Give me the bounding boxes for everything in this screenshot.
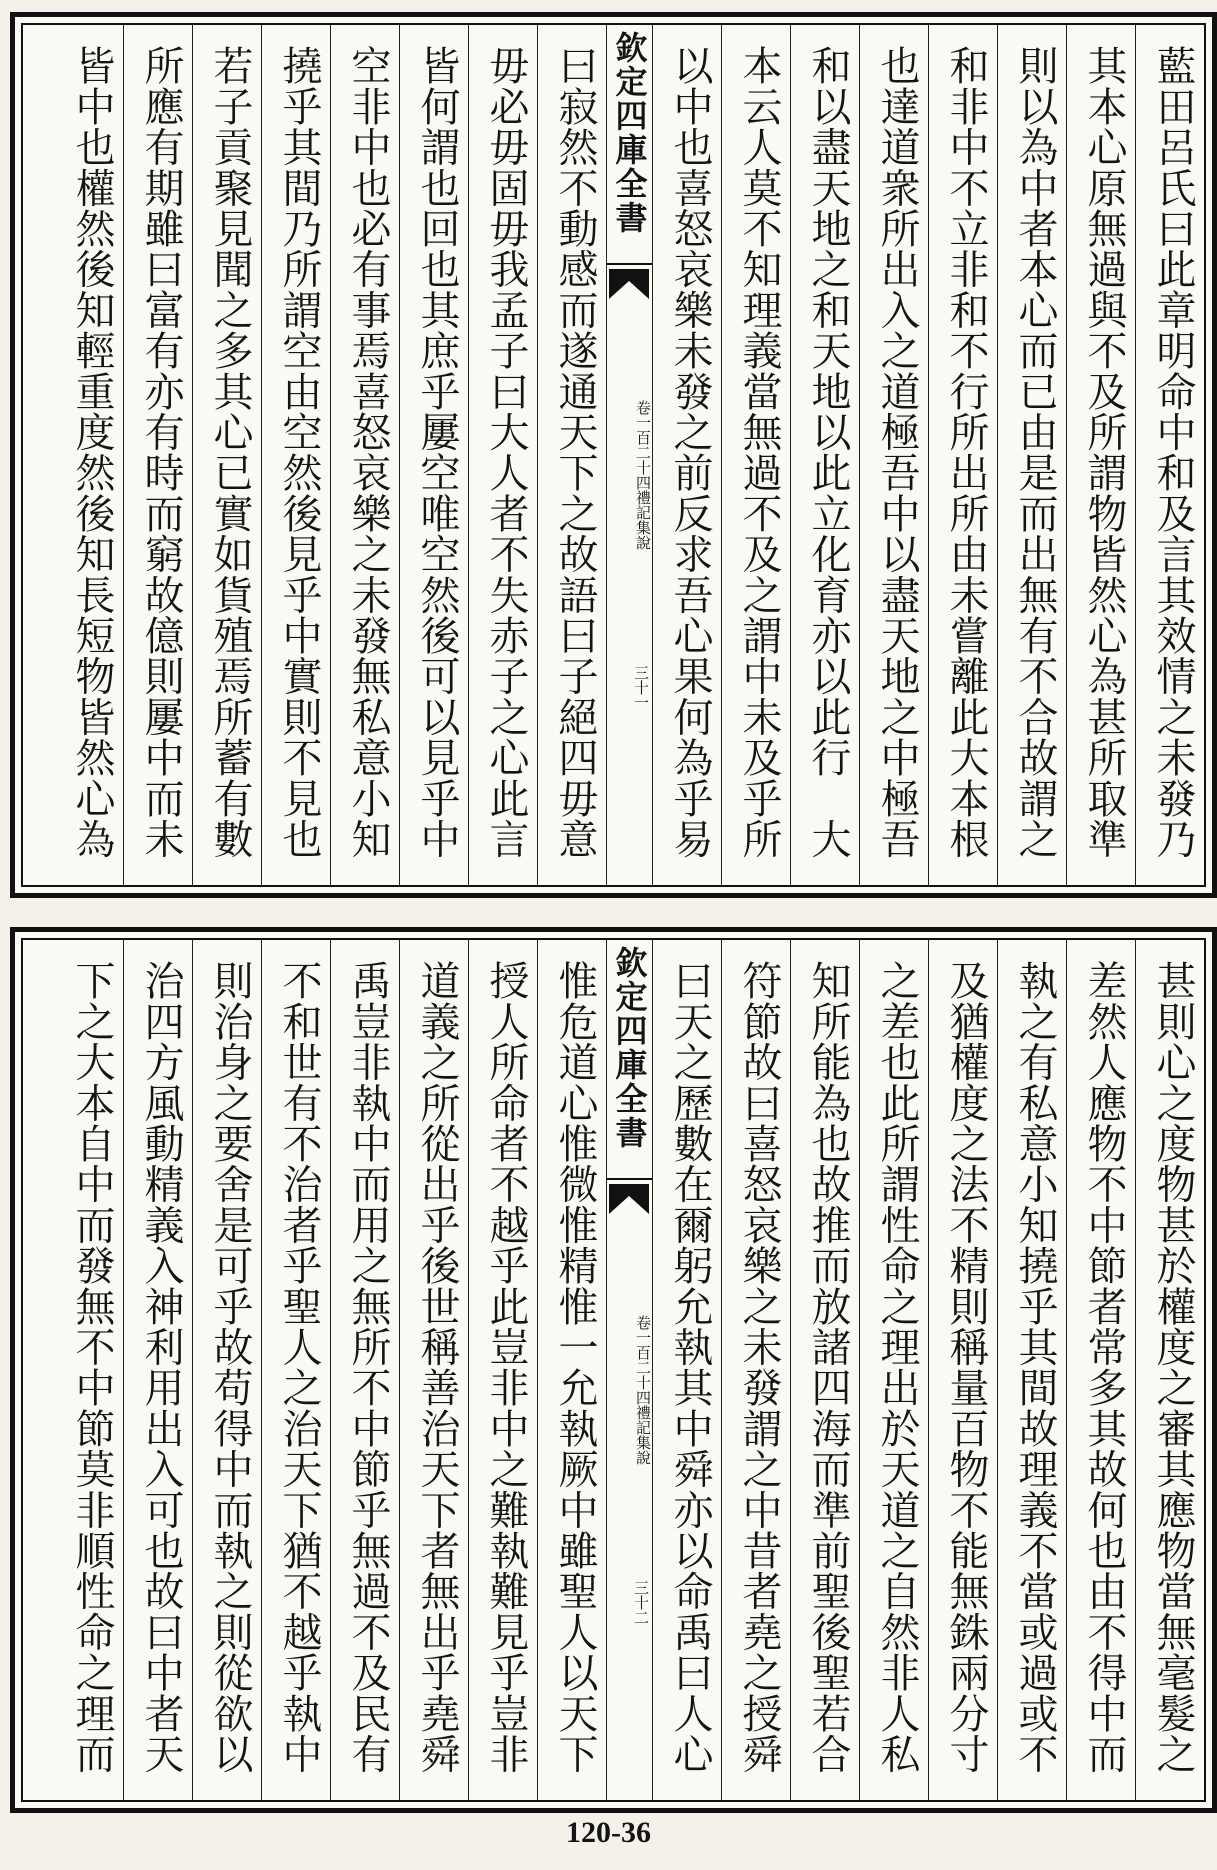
text-column: 則治身之要舍是可乎故苟得中而執之則從欲以 — [192, 940, 261, 1800]
page-leaf-bottom — [10, 927, 1217, 1813]
text-column: 撓乎其間乃所謂空由空然後見乎中實則不見也 — [261, 25, 330, 885]
fish-tail-mark-icon — [609, 269, 649, 299]
text-column: 和以盡天地之和天地以此立化育亦以此行 大 — [790, 25, 859, 885]
book-title: 禮記集說 — [634, 490, 652, 550]
text-column: 皆中也權然後知輕重度然後知長短物皆然心為 — [69, 45, 115, 859]
text-column: 本云人莫不知理義當無過不及之謂中未及乎所 — [721, 25, 790, 885]
text-column: 知所能為也故推而放諸四海而準前聖後聖若合 — [790, 940, 859, 1800]
center-fold — [606, 940, 652, 1800]
leaf-page-number: 三十一 — [632, 665, 650, 710]
text-column: 藍田呂氏曰此章明命中和及言其效情之未發乃 — [1135, 25, 1204, 885]
text-column: 則以為中者本心而已由是而出無有不合故謂之 — [997, 25, 1066, 885]
text-column: 執之有私意小知撓乎其間故理義不當或過或不 — [997, 940, 1066, 1800]
text-column: 曰天之歷數在爾躬允執其中舜亦以命禹曰人心 — [652, 940, 721, 1800]
text-frame — [21, 23, 1206, 887]
text-column: 毋必毋固毋我孟子曰大人者不失赤子之心此言 — [468, 25, 537, 885]
text-column: 之差也此所謂性命之理出於天道之自然非人私 — [859, 940, 928, 1800]
text-column: 禹豈非執中而用之無所不中節乎無過不及民有 — [330, 940, 399, 1800]
text-column: 道義之所從出乎後世稱善治天下者無出乎堯舜 — [399, 940, 468, 1800]
leaf-page-number: 三十二 — [632, 1580, 650, 1625]
text-column: 也達道衆所出入之道極吾中以盡天地之中極吾 — [859, 25, 928, 885]
book-info — [607, 1240, 652, 1540]
volume-label: 卷一百二十四 — [634, 1315, 652, 1405]
text-column: 甚則心之度物甚於權度之審其應物當無毫髮之 — [1135, 940, 1204, 1800]
text-column: 及猶權度之法不精則稱量百物不能無銖兩分寸 — [928, 940, 997, 1800]
text-column: 空非中也必有事焉喜怒哀樂之未發無私意小知 — [330, 25, 399, 885]
text-column: 所應有期雖曰富有亦有時而窮故億則屢中而未 — [123, 25, 192, 885]
text-column: 差然人應物不中節者常多其故何也由不得中而 — [1066, 940, 1135, 1800]
book-title: 禮記集說 — [634, 1405, 652, 1465]
center-fold — [606, 25, 652, 885]
footer-page-number: 120-36 — [566, 1816, 651, 1849]
text-column: 授人所命者不越乎此豈非中之難執難見乎豈非 — [468, 940, 537, 1800]
page-leaf-top — [10, 12, 1217, 898]
text-column: 若子貢聚見聞之多其心已實如貨殖焉所蓄有數 — [192, 25, 261, 885]
text-column: 以中也喜怒哀樂未發之前反求吾心果何為乎易 — [652, 25, 721, 885]
collection-title: 欽定四庫全書 — [607, 31, 652, 265]
text-column: 符節故曰喜怒哀樂之未發謂之中昔者堯之授舜 — [721, 940, 790, 1800]
volume-label: 卷一百二十四 — [634, 400, 652, 490]
text-column: 和非中不立非和不行所出所由未嘗離此大本根 — [928, 25, 997, 885]
text-column: 惟危道心惟微惟精惟一允執厥中雖聖人以天下 — [537, 940, 606, 1800]
text-column: 其本心原無過與不及所謂物皆然心為甚所取準 — [1066, 25, 1135, 885]
text-column: 下之大本自中而發無不中節莫非順性命之理而 — [69, 960, 115, 1774]
text-column: 皆何謂也回也其庶乎屢空唯空然後可以見乎中 — [399, 25, 468, 885]
collection-title: 欽定四庫全書 — [607, 946, 652, 1180]
text-column: 不和世有不治者乎聖人之治天下猶不越乎執中 — [261, 940, 330, 1800]
text-column: 曰寂然不動感而遂通天下之故語曰子絕四毋意 — [537, 25, 606, 885]
text-column: 治四方風動精義入神利用出入可也故曰中者天 — [123, 940, 192, 1800]
text-frame — [21, 938, 1206, 1802]
book-info — [607, 325, 652, 625]
fish-tail-mark-icon — [609, 1184, 649, 1214]
